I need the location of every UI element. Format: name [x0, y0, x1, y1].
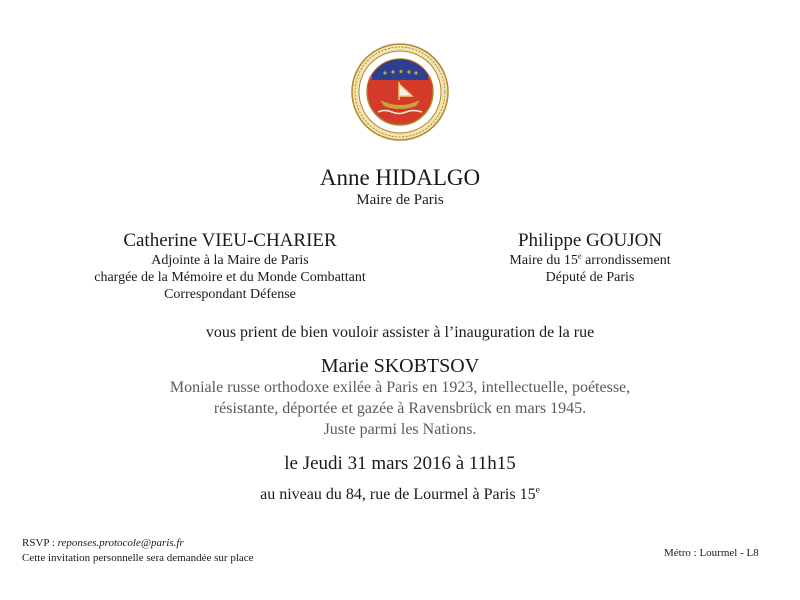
host-name: Anne HIDALGO: [319, 165, 481, 190]
cohost-right: [470, 230, 710, 286]
cohost-left-line2: chargée de la Mémoire et du Monde Combattant: [94, 270, 366, 285]
cohost-right-name: Philippe GOUJON: [517, 230, 663, 251]
rsvp-email: reponses.protocole@paris.fr: [57, 537, 184, 549]
honoree-desc-line3: Juste parmi les Nations.: [323, 421, 477, 438]
cohost-right-line1: Maire du 15e arrondissement: [509, 251, 671, 268]
honoree-desc-line2: résistante, déportée et gazée à Ravensbrück en mars 1945.: [213, 400, 587, 417]
host-title: Maire de Paris: [356, 192, 444, 208]
honoree-name: Marie SKOBTSOV: [320, 355, 480, 377]
cohost-right-line2: Député de Paris: [545, 270, 635, 285]
cohost-left-name: Catherine VIEU-CHARIER: [123, 230, 337, 251]
event-date: le Jeudi 31 mars 2016 à 11h15: [284, 453, 516, 474]
honoree-description: [130, 377, 670, 440]
invitation-note: Cette invitation personnelle sera demandée sur place: [22, 552, 254, 564]
event-place: au niveau du 84, rue de Lourmel à Paris 15e: [260, 484, 540, 503]
rsvp-block: [22, 536, 254, 566]
cohost-left-line3: Correspondant Défense: [164, 287, 296, 302]
invitation-text: vous prient de bien vouloir assister à l’inauguration de la rue: [205, 324, 595, 341]
seal-icon: [350, 42, 450, 142]
cohost-left-line1: Adjointe à la Maire de Paris: [151, 253, 309, 268]
rsvp-line: RSVP : reponses.protocole@paris.fr: [22, 537, 184, 549]
cohost-left: [40, 230, 420, 303]
honoree-desc-line1: Moniale russe orthodoxe exilée à Paris en 1923, intellectuelle, poétesse,: [169, 379, 631, 396]
metro-info: Métro : Lourmel - L8: [664, 547, 759, 559]
city-of-paris-seal: [350, 42, 450, 142]
